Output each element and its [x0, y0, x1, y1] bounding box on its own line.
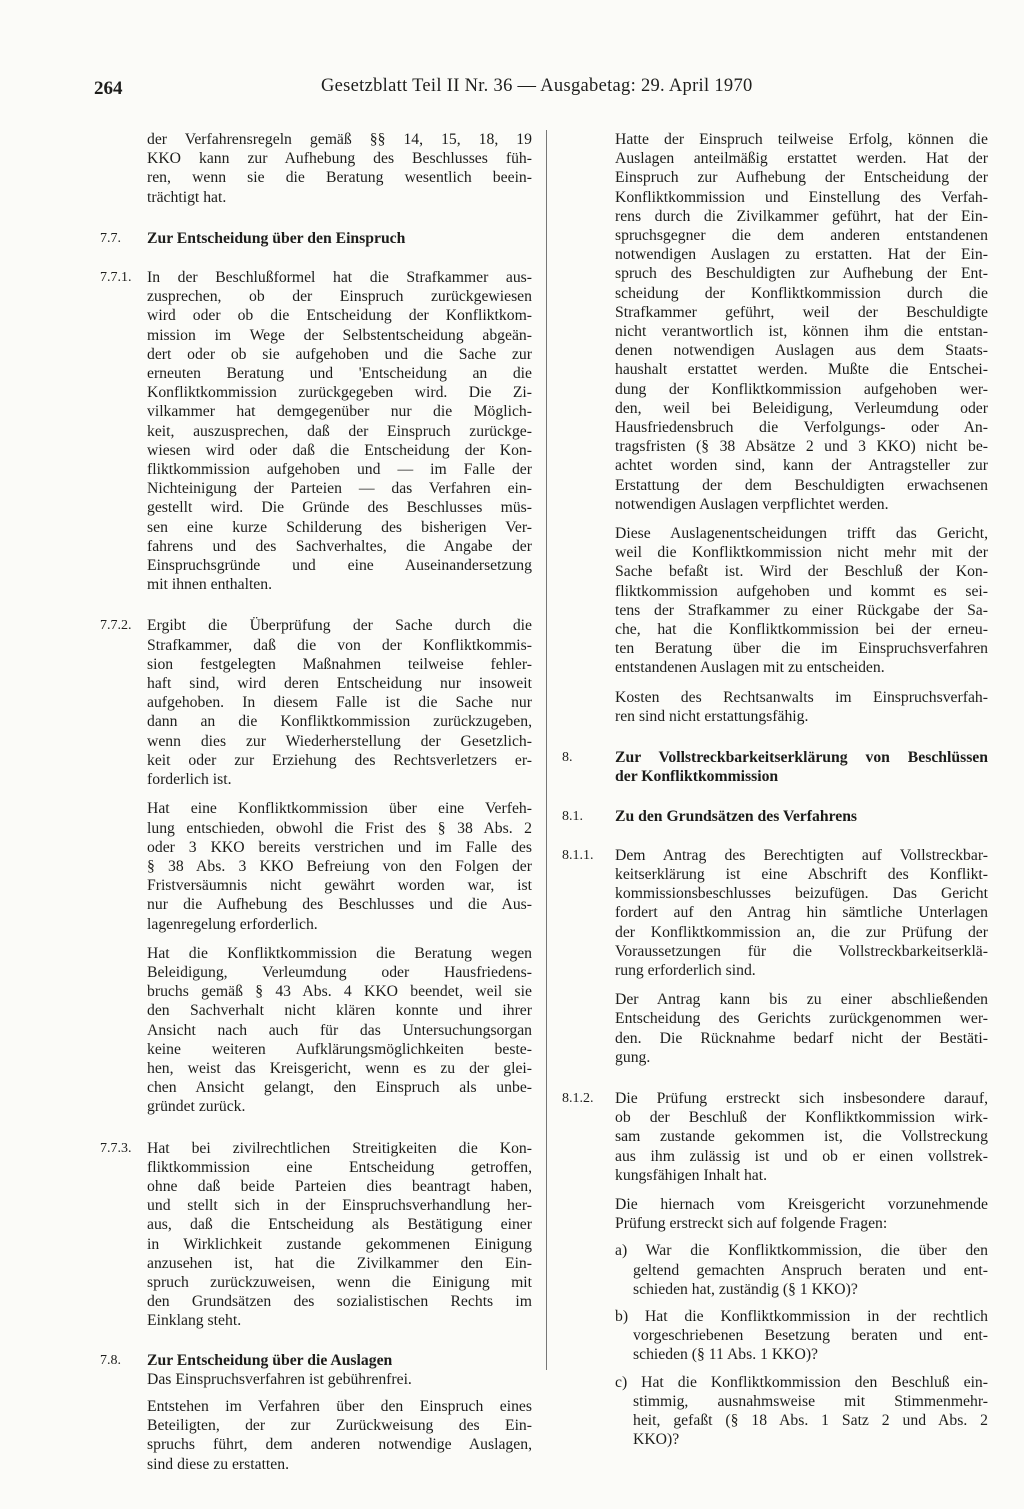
text-line: anzusehen ist, hat die Zivilkammer den Ein-	[147, 1254, 532, 1272]
text-line: Strafkammer geführt, weil der Beschuldigte	[615, 303, 988, 321]
section-number: 7.8.	[100, 1352, 121, 1368]
text-line: Diese Auslagenentscheidungen trifft das Gericht,	[615, 525, 988, 543]
text-line: Die Prüfung erstreckt sich insbesondere darauf,	[615, 1089, 988, 1107]
text-line: c) Hat die Konfliktkommission den Beschluß ein-	[615, 1373, 988, 1391]
paragraph	[100, 1397, 532, 1474]
text-line: keit oder zur Erziehung des Rechtsverletzers er-	[147, 751, 532, 769]
text-line: Prüfung erstreckt sich auf folgende Fragen:	[615, 1215, 888, 1233]
text-line: trächtigt hat.	[147, 188, 227, 206]
text-line: gung.	[615, 1048, 651, 1066]
text-line: forderlich ist.	[147, 771, 232, 789]
text-line: den Sachverhalt nicht klären konnte und ihrer	[147, 1002, 532, 1020]
text-line: mission im Wege der Selbstentscheidung abgeän-	[147, 326, 532, 344]
text-line: spruchs führt, dem anderen notwendige Auslagen,	[147, 1436, 532, 1454]
paragraph	[562, 1373, 988, 1450]
section-heading	[562, 807, 988, 826]
text-line: gestellt wird. Die Gründe des Beschlusses müs-	[147, 499, 532, 517]
section-number: 7.7.	[100, 230, 121, 246]
text-line: Zur Entscheidung über den Einspruch	[147, 229, 406, 247]
text-line: dann an die Konfliktkommission zurückzugeben,	[147, 713, 532, 731]
page-number: 264	[94, 78, 123, 99]
text-line: Der Antrag kann bis zu einer abschließenden	[615, 991, 988, 1009]
text-line: fliktkommission aufgehoben und — im Falle der	[147, 461, 532, 479]
text-line: weil die Konfliktkommission nicht mehr mit der	[615, 544, 988, 562]
section-number: 7.7.1.	[100, 270, 132, 286]
text-line: hen, weist das Kreisgericht, wenn es zu der glei-	[147, 1059, 532, 1077]
text-line: ren sind nicht erstattungsfähig.	[615, 707, 809, 725]
right-column	[562, 130, 988, 1449]
text-line: ren, wenn sie die Beratung wesentlich beein-	[147, 169, 532, 187]
text-line: der Verfahrensregeln gemäß §§ 14, 15, 18, 19	[147, 131, 532, 148]
text-line: geltend gemachten Anspruch beraten und ent-	[633, 1261, 988, 1279]
text-line: Dem Antrag des Berechtigten auf Vollstreckbar-	[615, 846, 988, 864]
text-line: Hat eine Konfliktkommission über eine Verfeh-	[147, 800, 532, 818]
text-line: Beleidigung, Verleumdung oder Hausfriedens-	[147, 963, 532, 981]
section-heading	[562, 748, 988, 786]
section-number: 8.1.2.	[562, 1090, 594, 1106]
text-line: in Wirklichkeit zustande gekommenen Einigung	[147, 1235, 532, 1253]
text-line: Kosten des Rechtsanwalts im Einspruchsverfah-	[615, 688, 988, 706]
text-line: In der Beschlußformel hat die Strafkammer aus-	[147, 269, 532, 287]
text-line: sion festgelegten Maßnahmen teilweise fehler-	[147, 655, 532, 673]
paragraph	[562, 524, 988, 678]
left-column	[100, 130, 532, 1474]
text-line: Entscheidung des Gerichts zurückgenommen wer-	[615, 1010, 988, 1028]
text-line: keitserklärung ist eine Abschrift des Konflikt-	[615, 865, 988, 883]
paragraph	[562, 1241, 988, 1299]
text-line: sam zustande gekommen ist, die Vollstreckung	[615, 1128, 988, 1146]
text-line: der Konfliktkommission	[615, 768, 779, 786]
text-line: keine weiteren Aufklärungsmöglichkeiten beste-	[147, 1040, 532, 1058]
text-line: KKO kann zur Aufhebung des Beschlusses füh-	[147, 150, 532, 168]
paragraph	[100, 1370, 532, 1389]
text-line: chen Ansicht gelangt, den Einspruch als unbe-	[147, 1079, 532, 1097]
text-line: Konfliktkommission und Einstellung des Verfah-	[615, 188, 988, 206]
paragraph	[100, 944, 532, 1117]
text-line: denen notwendigen Auslagen aus dem Staats-	[615, 342, 988, 360]
text-line: sind diese zu erstatten.	[147, 1455, 290, 1473]
text-line: § 38 Abs. 3 KKO Befreiung von den Folgen der	[147, 857, 532, 875]
paragraph	[100, 799, 532, 933]
text-line: Zur Vollstreckbarkeitserklärung von Beschlüssen	[615, 749, 988, 767]
text-line: schieden (§ 11 Abs. 1 KKO)?	[633, 1346, 819, 1364]
text-line: fordert auf den Antrag hin sämtliche Unterlagen	[615, 904, 988, 922]
text-line: aus ihm zulässig ist und ob er einen vollstrek-	[615, 1147, 988, 1165]
text-line: rung erforderlich sind.	[615, 961, 756, 979]
text-line: kungsfähigen Inhalt hat.	[615, 1166, 768, 1184]
text-line: Beteiligten, der zur Zurückweisung des Ein-	[147, 1417, 532, 1435]
text-line: erneuten Beratung und 'Entscheidung an die	[147, 365, 532, 383]
text-line: b) Hat die Konfliktkommission in der rechtlich	[615, 1307, 988, 1325]
text-line: spruch zurückzuweisen, wenn die Einigung mit	[147, 1273, 532, 1291]
text-line: Hat bei zivilrechtlichen Streitigkeiten die Kon-	[147, 1139, 532, 1157]
text-line: a) War die Konfliktkommission, die über den	[615, 1242, 988, 1260]
text-line: ten Beratung über die im Einspruchsverfahren	[615, 640, 988, 658]
text-line: Einklang steht.	[147, 1312, 242, 1330]
text-line: keit, auszusprechen, daß der Einspruch zurückge-	[147, 422, 532, 440]
text-line: Die hiernach vom Kreisgericht vorzunehmende	[615, 1195, 988, 1213]
text-line: nicht verantwortlich ist, können ihm die entstan-	[615, 323, 988, 341]
text-line: Einspruchsgründe und eine Auseinandersetzung	[147, 557, 532, 575]
text-line: der Konfliktkommission an, die zur Prüfung der	[615, 923, 988, 941]
text-line: schieden hat, zuständig (§ 1 KKO)?	[633, 1280, 858, 1298]
text-line: Zur Entscheidung über die Auslagen	[147, 1351, 393, 1369]
text-line: ohne daß beide Parteien dies beantragt haben,	[147, 1177, 532, 1195]
text-line: dert oder ob sie aufgehoben und die Sache zur	[147, 345, 532, 363]
text-line: haushalt erstattet werden. Mußte die Entschei-	[615, 361, 988, 379]
text-line: fliktkommission aufgehoben und kommt es sei-	[615, 582, 988, 600]
paragraph	[562, 1195, 988, 1233]
text-line: Sache befaßt ist. Wird der Beschluß der Kon-	[615, 563, 988, 581]
text-line: che, hat die Konfliktkommission bei der erneu-	[615, 621, 988, 639]
text-line: spruchsgegner die dem anderen entstandenen	[615, 227, 988, 245]
text-line: Strafkammer, daß die von der Konfliktkommis-	[147, 636, 532, 654]
text-line: entstandenen Auslagen mit zu entscheiden.	[615, 659, 885, 677]
section-number: 8.1.	[562, 808, 583, 824]
text-line: zusprechen, ob der Einspruch zurückgewiesen	[147, 288, 532, 306]
text-line: Fristversäumnis nicht gewährt worden war, ist	[147, 877, 532, 895]
text-line: spruch des Beschuldigten zur Aufhebung der Ent-	[615, 265, 988, 283]
text-line: kommissionsbeschlusses beizufügen. Das Gericht	[615, 885, 988, 903]
paragraph	[562, 846, 988, 980]
text-line: sen eine kurze Schilderung des bisherigen Ver-	[147, 518, 532, 536]
text-line: notwendigen Auslagen zu erstatten. Hat der Ein-	[615, 246, 988, 264]
section-number: 7.7.3.	[100, 1140, 132, 1156]
paragraph	[562, 1307, 988, 1365]
text-line: rens durch die Zivilkammer geführt, hat der Ein-	[615, 207, 988, 225]
text-line: fahrens und des Sachverhaltes, die Angabe der	[147, 537, 532, 555]
paragraph	[562, 1089, 988, 1185]
text-line: dung der Konfliktkommission aufgehoben wer-	[615, 380, 988, 398]
paragraph	[100, 1139, 532, 1331]
text-line: KKO)?	[633, 1431, 680, 1449]
text-line: Auslagen anteilmäßig erstattet werden. Hat der	[615, 150, 988, 168]
text-line: mit ihnen enthalten.	[147, 576, 273, 594]
text-line: Entstehen im Verfahren über den Einspruch eines	[147, 1397, 532, 1415]
text-line: Ergibt die Überprüfung der Sache durch die	[147, 617, 532, 635]
text-line: Zu den Grundsätzen des Verfahrens	[615, 807, 858, 825]
text-line: lung entschieden, obwohl die Frist des § 38 Abs. 2	[147, 819, 532, 837]
text-line: tens der Strafkammer zu einer Rückgabe der Sa-	[615, 601, 988, 619]
section-number: 8.1.1.	[562, 847, 594, 863]
text-line: scheidung der Konfliktkommission durch die	[615, 284, 988, 302]
text-line: Nichteinigung der Parteien — das Verfahren ein-	[147, 480, 532, 498]
section-heading	[100, 1351, 532, 1370]
text-line: wird oder ob die Entscheidung der Konfliktkom-	[147, 307, 532, 325]
paragraph	[562, 688, 988, 726]
text-line: bruchs gemäß § 43 Abs. 4 KKO beendet, weil sie	[147, 983, 532, 1001]
text-line: achtet worden sind, kann der Antragsteller zur	[615, 457, 988, 475]
text-line: Erstattung der dem Beschuldigten erwachsenen	[615, 476, 988, 494]
text-line: nur die Aufhebung des Beschlusses und die Aus-	[147, 896, 532, 914]
paragraph	[100, 130, 532, 207]
section-heading	[100, 229, 532, 248]
section-number: 8.	[562, 750, 573, 766]
text-line: oder 3 KKO bereits verstrichen und im Falle des	[147, 838, 532, 856]
text-line: stimmig, ausnahmsweise mit Stimmenmehr-	[633, 1392, 988, 1410]
text-line: lagenregelung erforderlich.	[147, 915, 318, 933]
text-line: den Grundsätzen des sozialistischen Rechts im	[147, 1293, 532, 1311]
column-divider	[546, 130, 547, 1370]
text-line: fliktkommission eine Entscheidung getroffen,	[147, 1158, 532, 1176]
text-line: ob der Beschluß der Konfliktkommission wirk-	[615, 1109, 988, 1127]
text-line: Einspruch zur Aufhebung der Entscheidung der	[615, 169, 988, 187]
text-line: Voraussetzungen für die Vollstreckbarkeitserklä-	[615, 942, 988, 960]
paragraph	[100, 616, 532, 789]
text-line: notwendigen Auslagen verpflichtet werden.	[615, 495, 889, 513]
text-line: Hausfriedensbruch die Verfolgungs- oder An-	[615, 419, 988, 437]
running-head: Gesetzblatt Teil II Nr. 36 — Ausgabetag: 29. April 1970	[321, 76, 753, 96]
section-number: 7.7.2.	[100, 618, 132, 634]
text-line: tragsfristen (§ 38 Absätze 2 und 3 KKO) nicht be-	[615, 438, 988, 456]
text-line: haft sind, wird deren Entscheidung nur insoweit	[147, 675, 532, 693]
text-line: wenn dies zur Wiederherstellung der Gesetzlich-	[147, 732, 532, 750]
text-line: Hatte der Einspruch teilweise Erfolg, können die	[615, 131, 988, 148]
text-line: wiesen wird oder daß die Entscheidung der Kon-	[147, 441, 532, 459]
text-line: aus, daß die Entscheidung als Bestätigung einer	[147, 1216, 532, 1234]
text-line: und stellt sich in der Einspruchsverhandlung her-	[147, 1197, 532, 1215]
text-line: den. Die Rücknahme bedarf nicht der Bestäti-	[615, 1029, 988, 1047]
text-line: vorgeschriebenen Besetzung beraten und ent-	[633, 1327, 988, 1345]
text-line: den, weil bei Beleidigung, Verleumdung oder	[615, 399, 988, 417]
text-line: vilkammer hat demgegenüber nur die Möglich-	[147, 403, 532, 421]
text-line: heit, gefaßt (§ 18 Abs. 1 Satz 2 und Abs. 2	[633, 1411, 988, 1429]
paragraph	[562, 990, 988, 1067]
text-line: Das Einspruchsverfahren ist gebührenfrei.	[147, 1370, 412, 1388]
text-line: Ansicht nach auch für das Untersuchungsorgan	[147, 1021, 532, 1039]
text-line: aufgehoben. In diesem Falle ist die Sache nur	[147, 694, 532, 712]
text-line: Hat die Konfliktkommission die Beratung wegen	[147, 944, 532, 962]
paragraph	[100, 268, 532, 594]
paragraph	[562, 130, 988, 514]
text-line: gründet zurück.	[147, 1098, 246, 1116]
text-line: Konfliktkommission zurückgegeben wird. Die Zi-	[147, 384, 532, 402]
